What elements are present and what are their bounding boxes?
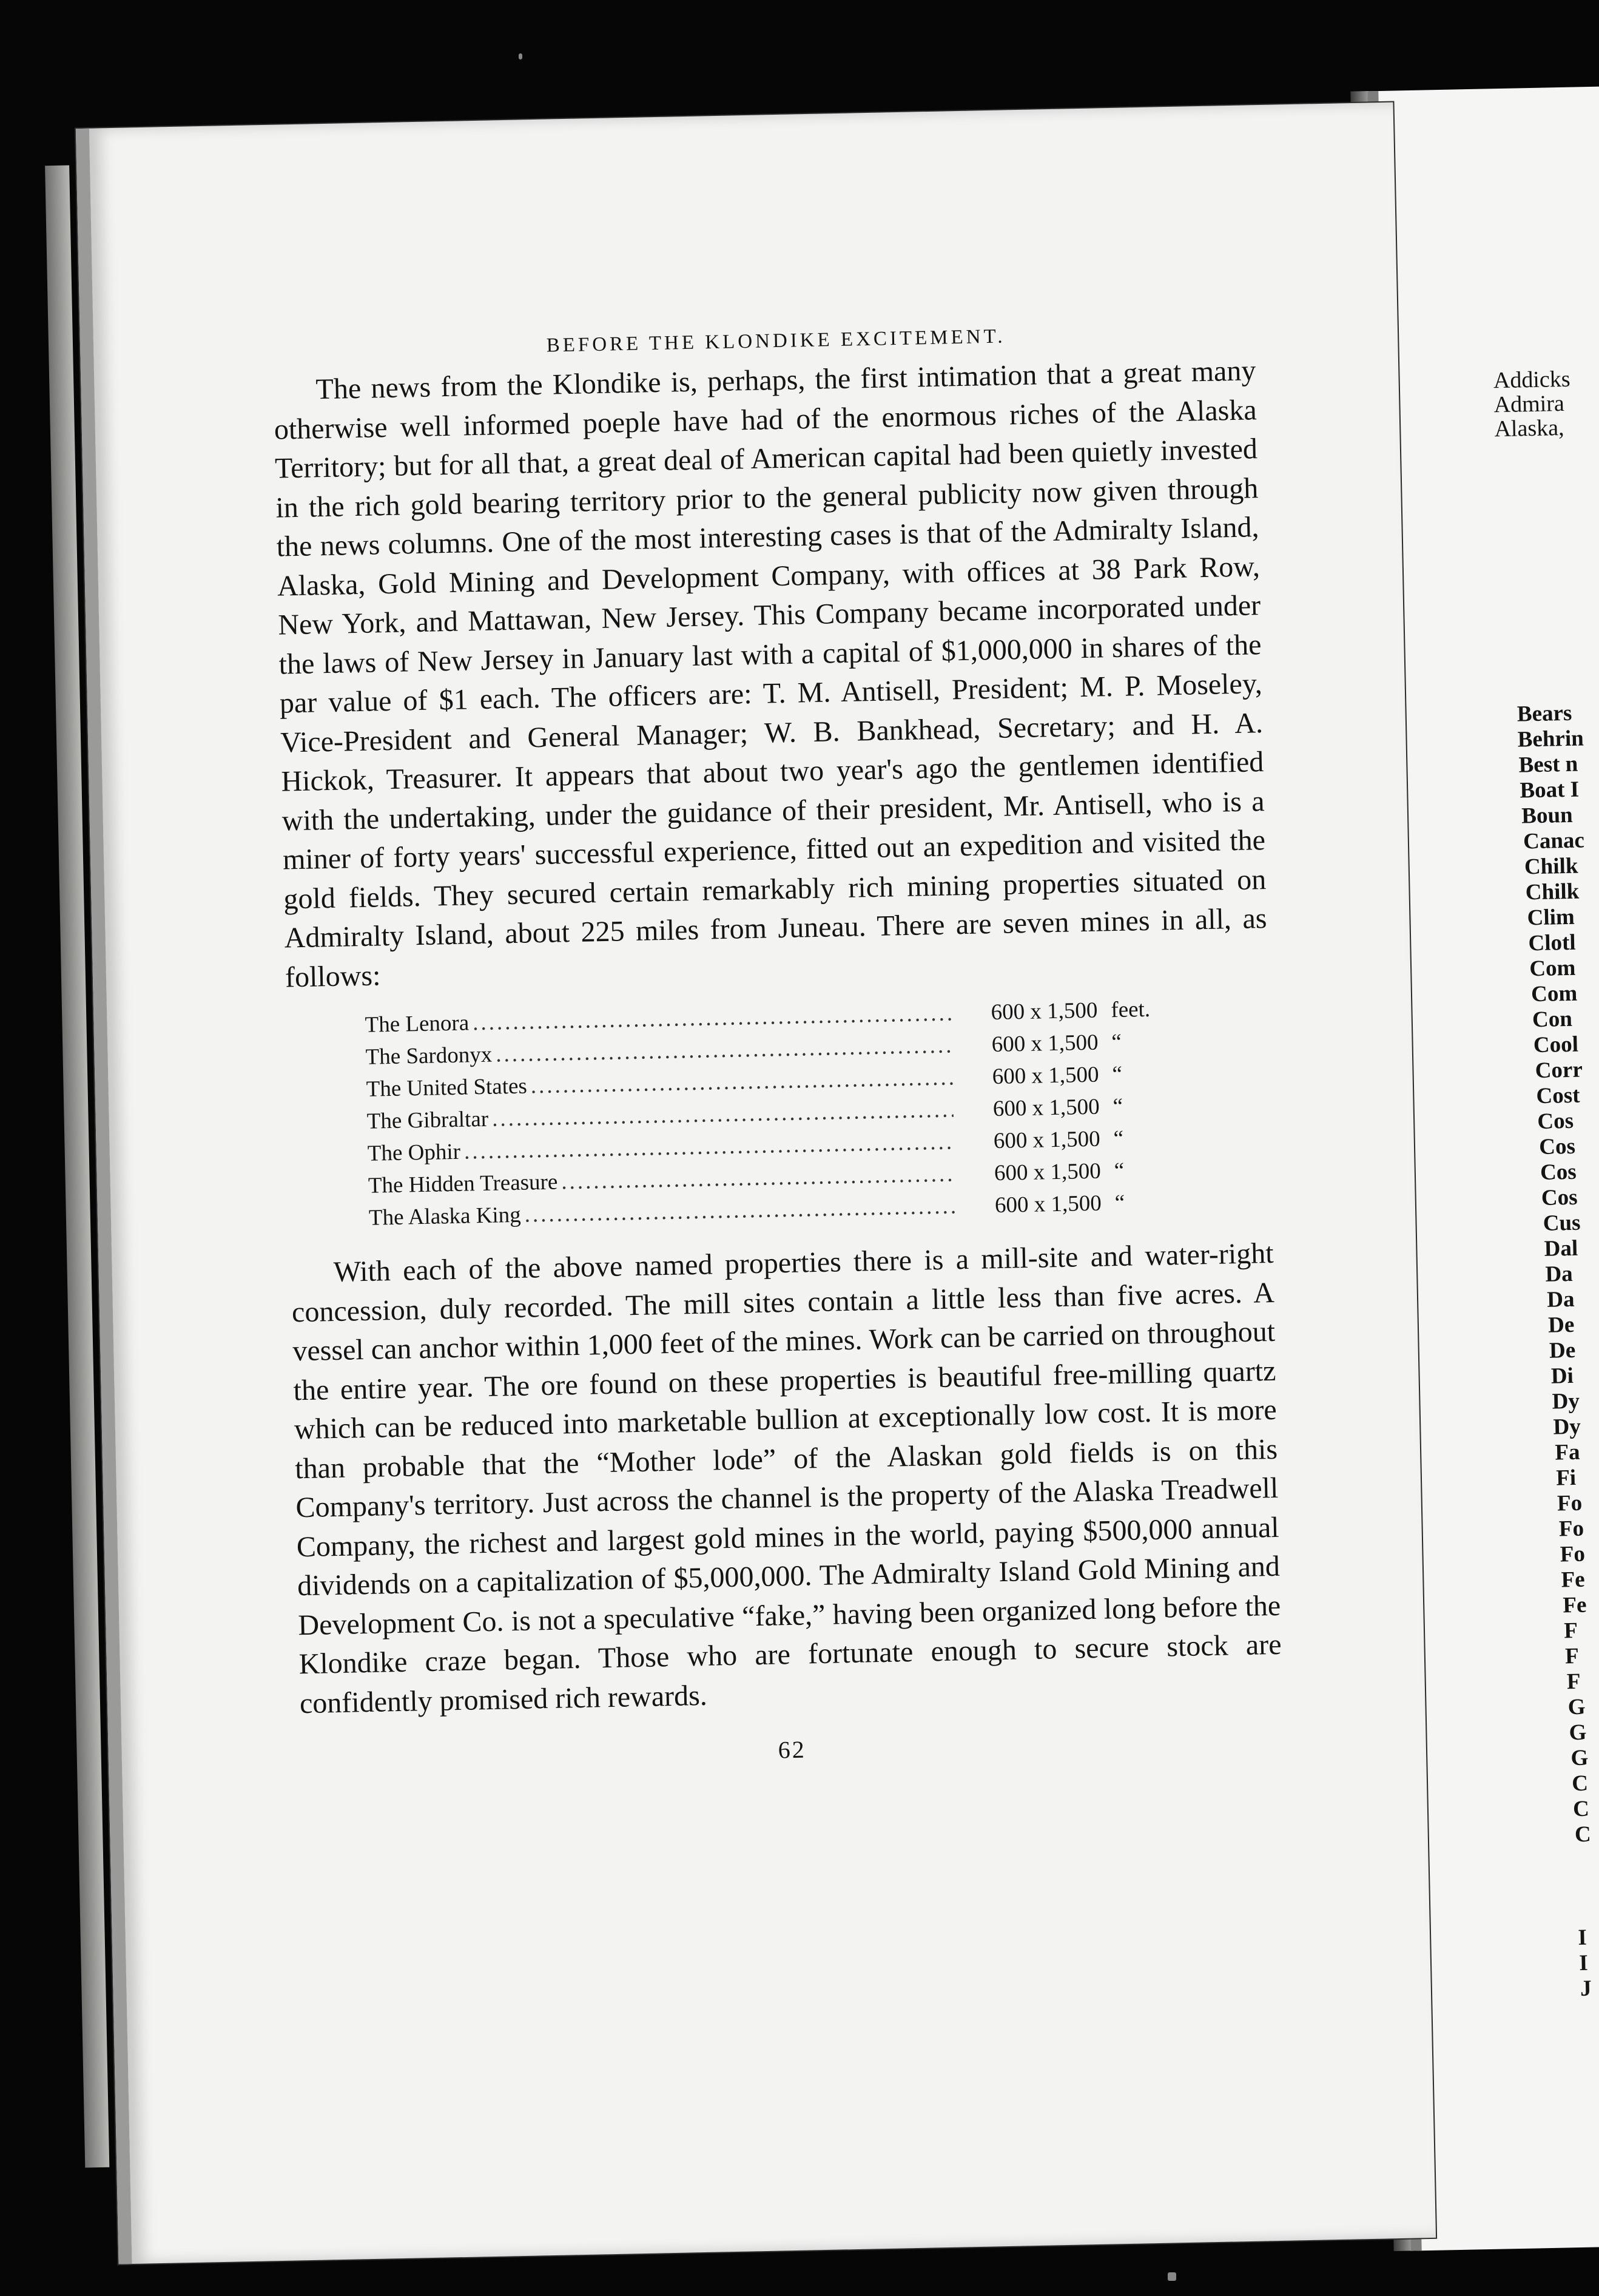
index-entry: Cost <box>1536 1082 1580 1109</box>
index-entry: Com <box>1530 981 1578 1007</box>
index-entry: F <box>1563 1618 1578 1644</box>
index-entry: C <box>1572 1796 1590 1822</box>
scan-speck <box>519 53 522 59</box>
index-entry: G <box>1569 1720 1587 1746</box>
index-entry: F <box>1566 1669 1581 1695</box>
mine-size: 600 x 1,500 <box>991 1030 1099 1058</box>
mine-size: 600 x 1,500 <box>991 998 1098 1025</box>
index-entry: C <box>1574 1822 1592 1848</box>
mine-unit: “ <box>1114 1158 1125 1184</box>
index-entry: Cos <box>1540 1159 1577 1185</box>
index-entry: Dal <box>1544 1235 1578 1261</box>
index-entry: Boat I <box>1520 777 1580 803</box>
index-entry: G <box>1570 1745 1589 1771</box>
page-edge <box>45 165 109 2167</box>
mine-unit: feet. <box>1110 996 1151 1023</box>
index-entry: Da <box>1546 1286 1575 1312</box>
index-entry: Boun <box>1521 802 1574 829</box>
index-entry: Fo <box>1557 1490 1583 1516</box>
mine-name: The Sardonyx <box>365 1042 493 1070</box>
mine-name: The Ophir <box>367 1139 461 1166</box>
page-number: 62 <box>778 1735 807 1764</box>
mines-list <box>365 993 1170 1234</box>
mine-unit: “ <box>1111 1029 1122 1055</box>
paragraph-properties: With each of the above named properties there is a mill-site and water-right concession, duly recorded. The mill sites contain a little less than five acres. A vessel can anchor within 1,000 feet of the mines. Work can be carried on throughout the entire year. The ore found on these properties is beautiful free-milling quartz which can be reduced into marketable bullion at exceptionally low cost. It is more than probable that the “Mother lode” of the Alaskan gold fields is on this Company's territory. Just across the channel is the property of the Alaska Treadwell Company, the richest and largest gold mines in the world, paying $500,000 annual dividends on a capitalization of $5,000,000. The Admiralty Island Gold Mining and Development Co. is not a speculative “fake,” having been organized long before the Klondike craze began. Those who are fortunate enough to secure stock are confidently promised rich rewards. <box>291 1237 1282 1720</box>
index-top-entry: Addicks <box>1493 366 1570 394</box>
index-entry: G <box>1567 1694 1586 1720</box>
index-entry: Fi <box>1555 1465 1577 1491</box>
mine-size: 600 x 1,500 <box>994 1190 1102 1218</box>
index-entry: I <box>1578 1925 1587 1951</box>
index-entry: Chilk <box>1525 879 1580 905</box>
index-entry: Behrin <box>1517 726 1584 752</box>
mine-name: The Lenora <box>365 1010 470 1038</box>
index-entry: Cus <box>1543 1210 1581 1236</box>
index-entry: Cos <box>1537 1108 1574 1135</box>
mine-unit: “ <box>1113 1093 1123 1119</box>
scan-speck <box>1168 2272 1176 2281</box>
index-entry: Dy <box>1552 1388 1580 1414</box>
index-entry: Cool <box>1533 1032 1579 1058</box>
mine-unit: “ <box>1113 1126 1124 1152</box>
index-entry: De <box>1547 1312 1575 1338</box>
index-entry: Fe <box>1563 1592 1587 1618</box>
mine-name: The Alaska King <box>368 1202 522 1231</box>
index-entry: Clim <box>1527 904 1575 931</box>
index-entry: De <box>1549 1337 1576 1363</box>
mine-size: 600 x 1,500 <box>993 1126 1101 1154</box>
mine-size: 600 x 1,500 <box>992 1062 1099 1090</box>
index-entry: Clotl <box>1528 930 1577 956</box>
index-entry: Com <box>1529 955 1576 982</box>
index-entry: Cos <box>1538 1133 1576 1160</box>
index-top-entry: Alaska, <box>1494 414 1564 442</box>
index-entry: Di <box>1550 1363 1574 1389</box>
index-entry: Fa <box>1554 1439 1580 1465</box>
index-entry: Fo <box>1558 1516 1584 1542</box>
mine-size: 600 x 1,500 <box>994 1158 1102 1186</box>
page-content <box>272 320 1284 1774</box>
index-entry: Fe <box>1561 1567 1586 1593</box>
index-entry: Best n <box>1518 751 1578 778</box>
mine-name: The Hidden Treasure <box>368 1169 558 1198</box>
mine-unit: “ <box>1114 1190 1125 1216</box>
paragraph-intro: The news from the Klondike is, perhaps, the first intimation that a great many otherwise well informed poeple have had of the enormous riches of the Alaska Territory; but for all that, a great deal of American capital had been quietly invested in the rich gold bearing territory prior to the general publicity now given through the news columns. One of the most interesting cases is that of the Admiralty Island, Alaska, Gold Mining and Development Company, with offices at 38 Park Row, New York, and Mattawan, New Jersey. This Company became incorporated under the laws of New Jersey in January last with a capital of $1,000,000 in shares of the par value of $1 each. The officers are: T. M. Antisell, President; M. P. Moseley, Vice-President and General Manager; W. B. Bankhead, Secretary; and H. A. Hickok, Treasurer. It appears that about two year's ago the gentlemen identified with the undertaking, under the guidance of their president, Mr. Antisell, who is a miner of forty years' successful experience, fitted out an expedition and visited the gold fields. They secured certain remarkably rich mining properties situated on Admiralty Island, about 225 miles from Juneau. There are seven mines in all, as follows: <box>274 354 1267 993</box>
left-page <box>76 103 1436 2264</box>
index-entry: Chilk <box>1524 853 1578 880</box>
mine-name: The Gibraltar <box>366 1106 489 1134</box>
index-entry: Con <box>1532 1006 1573 1033</box>
index-entry: C <box>1571 1771 1589 1797</box>
index-top-entry: Admira <box>1493 390 1565 418</box>
index-entry: Da <box>1545 1261 1574 1287</box>
mine-size: 600 x 1,500 <box>992 1094 1100 1122</box>
index-entry: I <box>1578 1950 1589 1976</box>
index-entry: Bears <box>1517 700 1572 727</box>
index-entry: J <box>1580 1976 1592 2001</box>
index-entry: Canac <box>1523 828 1585 854</box>
index-entry: Corr <box>1535 1057 1583 1084</box>
mine-name: The United States <box>366 1073 528 1102</box>
index-entry: F <box>1564 1643 1580 1669</box>
running-head: BEFORE THE KLONDIKE EXCITEMENT. <box>546 325 1006 357</box>
mine-unit: “ <box>1112 1061 1123 1087</box>
index-entry: Fo <box>1560 1541 1586 1567</box>
index-entry: Dy <box>1553 1414 1581 1440</box>
index-entry: Cos <box>1541 1184 1578 1210</box>
